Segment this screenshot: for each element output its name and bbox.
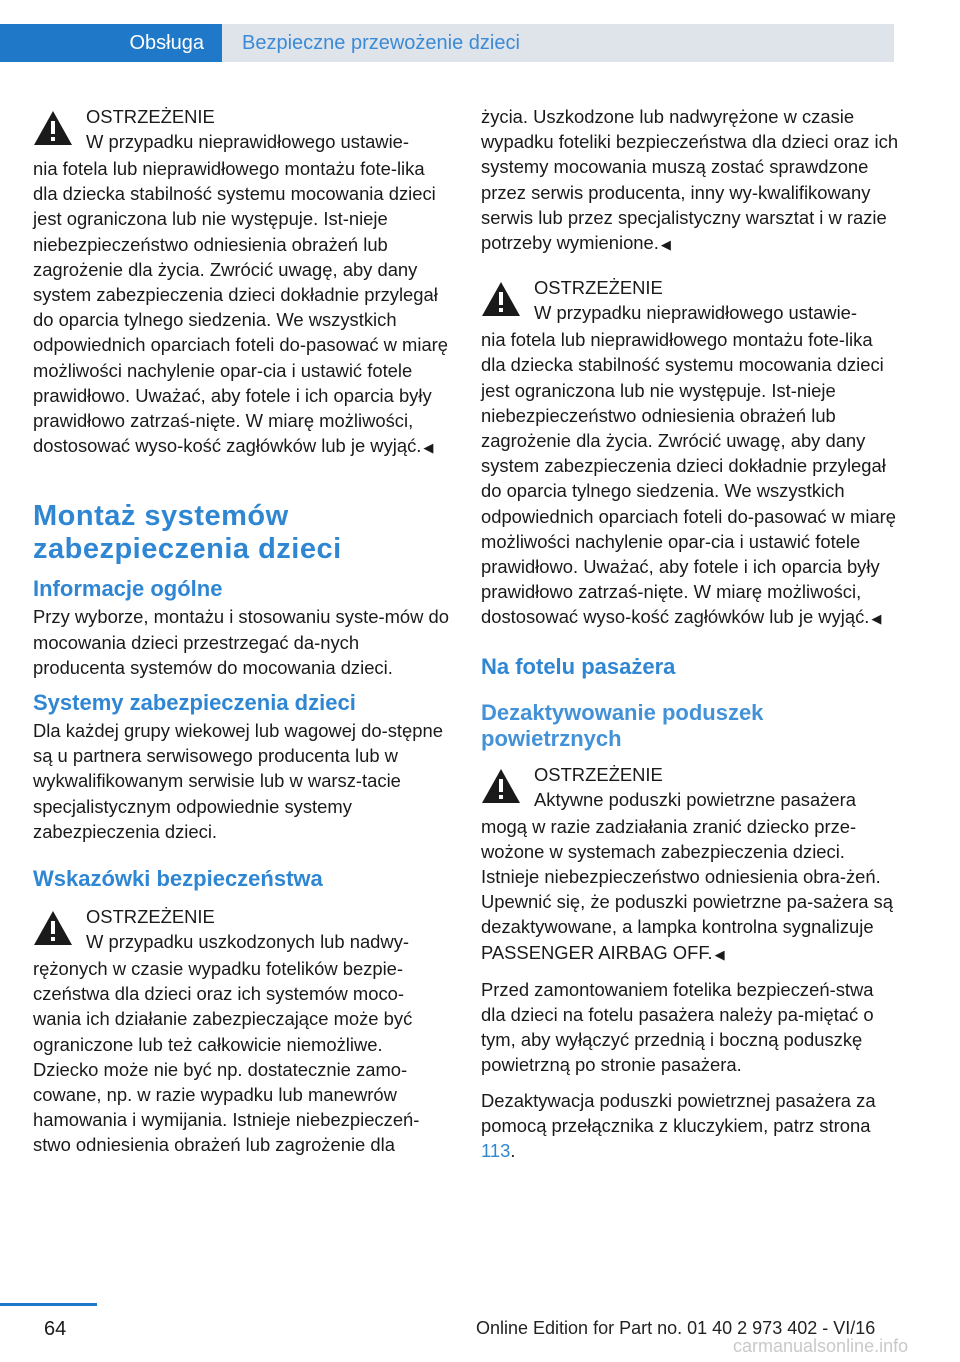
warning-body: rężonych w czasie wypadku fotelików bezpie-czeństwa dla dzieci oraz ich systemów moco-wania ich działanie zabezpieczające może być ograniczone lub też całkowicie niemożliwe. Dziecko może nie być np. dostatecznie zamo-cowane, np. w razie wypadku lub manewrów hamowania i wymijania. Istnieje niebezpieczeń-stwo odniesienia obrażeń lub zagrożenie dla: [33, 958, 420, 1156]
warning-first-line: W przypadku uszkodzonych lub nadwy-: [86, 931, 410, 953]
right-column: [481, 104, 899, 1173]
warning-title: OSTRZEŻENIE: [534, 763, 663, 785]
page-link[interactable]: 113: [481, 1140, 511, 1162]
section-heading: Montaż systemów zabezpieczenia dzieci: [33, 500, 342, 566]
warning-text: [481, 814, 899, 967]
page-number: 64: [44, 1318, 67, 1340]
warning-body: mogą w razie zadziałania zranić dziecko prze-wożone w systemach zabezpieczenia dzieci. Istnieje niebezpieczeństwo odniesienia obra-żeń. Upewnić się, że poduszki powietrzne pa-sażera są dezaktywowane, a lampka kontrolna sygnalizuje PASSENGER AIRBAG OFF.: [481, 815, 893, 963]
warning-body: nia fotela lub nieprawidłowego montażu fote-lika dla dziecka stabilność systemu mocowania dzieci jest ograniczona lub nie występuje. Ist-nieje niebezpieczeństwo odniesienia obrażeń lub zagrożenie dla życia. Zwrócić uwagę, aby dany system zabezpieczenia dzieci dokładnie przylegał do oparcia tylnego siedzenia. We wszystkich odpowiednich oparciach foteli do-pasować w miarę możliwości nachylenie opar-cia i ustawić fotele prawidłowo. Uważać, aby fotele i ich oparcia były prawidłowo zatrzaś-nięte. W miarę możliwości, dostosować wyso-kość zagłówków lub je wyjąć.: [481, 329, 897, 628]
tab-child-transport[interactable]: [222, 24, 894, 62]
warning-title: OSTRZEŻENIE: [86, 106, 215, 127]
end-mark-icon: ◀: [871, 611, 882, 627]
paragraph-general-info: Przy wyborze, montażu i stosowaniu syste-mów do mocowania dzieci przestrzegać da-nych producenta systemów do mocowania dzieci.: [33, 606, 449, 678]
footer-rule: [0, 1303, 97, 1306]
deactivation-end: .: [510, 1140, 516, 1162]
warning-triangle-icon: [33, 110, 73, 146]
end-mark-icon: ◀: [714, 946, 725, 962]
subheading-general-info: Informacje ogólne: [33, 576, 223, 602]
paragraph-deactivation: [481, 1088, 899, 1164]
tab-obsluga[interactable]: [0, 24, 222, 62]
paragraph-before-install: Przed zamontowaniem fotelika bezpieczeń-stwa dla dzieci na fotelu pasażera należy pa-miętać o tym, aby wyłączyć przednią i boczną poduszkę powietrzną po stronie pasażera.: [481, 978, 874, 1076]
warning-triangle-icon: [481, 768, 521, 804]
left-column: [33, 104, 451, 1168]
end-mark-icon: ◀: [423, 440, 434, 456]
warning-text: [33, 156, 451, 460]
warning-first-line: Aktywne poduszki powietrzne pasażera: [534, 788, 857, 810]
warning-title: OSTRZEŻENIE: [86, 906, 215, 928]
subheading-deactivate-airbags: Dezaktywowanie poduszek powietrznych: [481, 699, 764, 751]
deactivation-text: Dezaktywacja poduszki powietrznej pasażera za pomocą przełącznika z kluczykiem, patrz strona: [481, 1089, 876, 1136]
warning-first-line: W przypadku nieprawidłowego ustawie-: [534, 302, 858, 324]
warning-text: [481, 327, 899, 631]
subheading-safety-notes: Wskazówki bezpieczeństwa: [33, 866, 323, 892]
subheading-passenger-seat: Na fotelu pasażera: [481, 653, 676, 679]
page-header: [0, 0, 960, 64]
warning-body: nia fotela lub nieprawidłowego montażu fote-lika dla dziecka stabilność systemu mocowania dzieci jest ograniczona lub nie występuje. Ist-nieje niebezpieczeństwo odniesienia obrażeń lub zagrożenie dla życia. Zwrócić uwagę, aby dany system zabezpieczenia dzieci dokładnie przylegał do oparcia tylnego siedzenia. We wszystkich odpowiednich oparciach foteli do-pasować w miarę możliwości nachylenie opar-cia i ustawić fotele prawidłowo. Uważać, aby fotele i ich oparcia były prawidłowo zatrzaś-nięte. W miarę możliwości, dostosować wyso-kość zagłówków lub je wyjąć.: [33, 158, 449, 457]
tab-obsluga-label: Obsługa: [129, 31, 204, 54]
warning-triangle-icon: [481, 281, 521, 317]
warning-first-line: W przypadku nieprawidłowego ustawie-: [86, 131, 410, 153]
warning-block: [481, 275, 899, 631]
paragraph-child-systems: Dla każdej grupy wiekowej lub wagowej do-stępne są u partnera serwisowego producenta lub w wykwalifikowanym serwisie lub w warsz-tacie specjalistycznym odpowiednie systemy zabezpieczenia dzieci.: [33, 720, 443, 842]
warning-continuation: [481, 104, 899, 257]
tab-child-transport-label: Bezpieczne przewożenie dzieci: [242, 31, 520, 54]
continuation-text: życia. Uszkodzone lub nadwyrężone w czasie wypadku foteliki bezpieczeństwa dla dzieci oraz ich systemy mocowania muszą zostać sprawdzone przez serwis producenta, inny wy-kwalifikowany serwis lub przez specjalistyczny warsztat i w razie potrzeby wymienione.: [481, 106, 899, 254]
warning-block: [481, 762, 899, 967]
end-mark-icon: ◀: [660, 237, 671, 253]
warning-title: OSTRZEŻENIE: [534, 277, 663, 299]
warning-block: [33, 904, 451, 1158]
edition-note: Online Edition for Part no. 01 40 2 973 402 - VI/16: [476, 1318, 876, 1338]
warning-triangle-icon: [33, 910, 73, 946]
warning-block: [33, 104, 451, 460]
watermark: carmanualsonline.info: [733, 1336, 909, 1356]
subheading-child-systems: Systemy zabezpieczenia dzieci: [33, 690, 356, 716]
